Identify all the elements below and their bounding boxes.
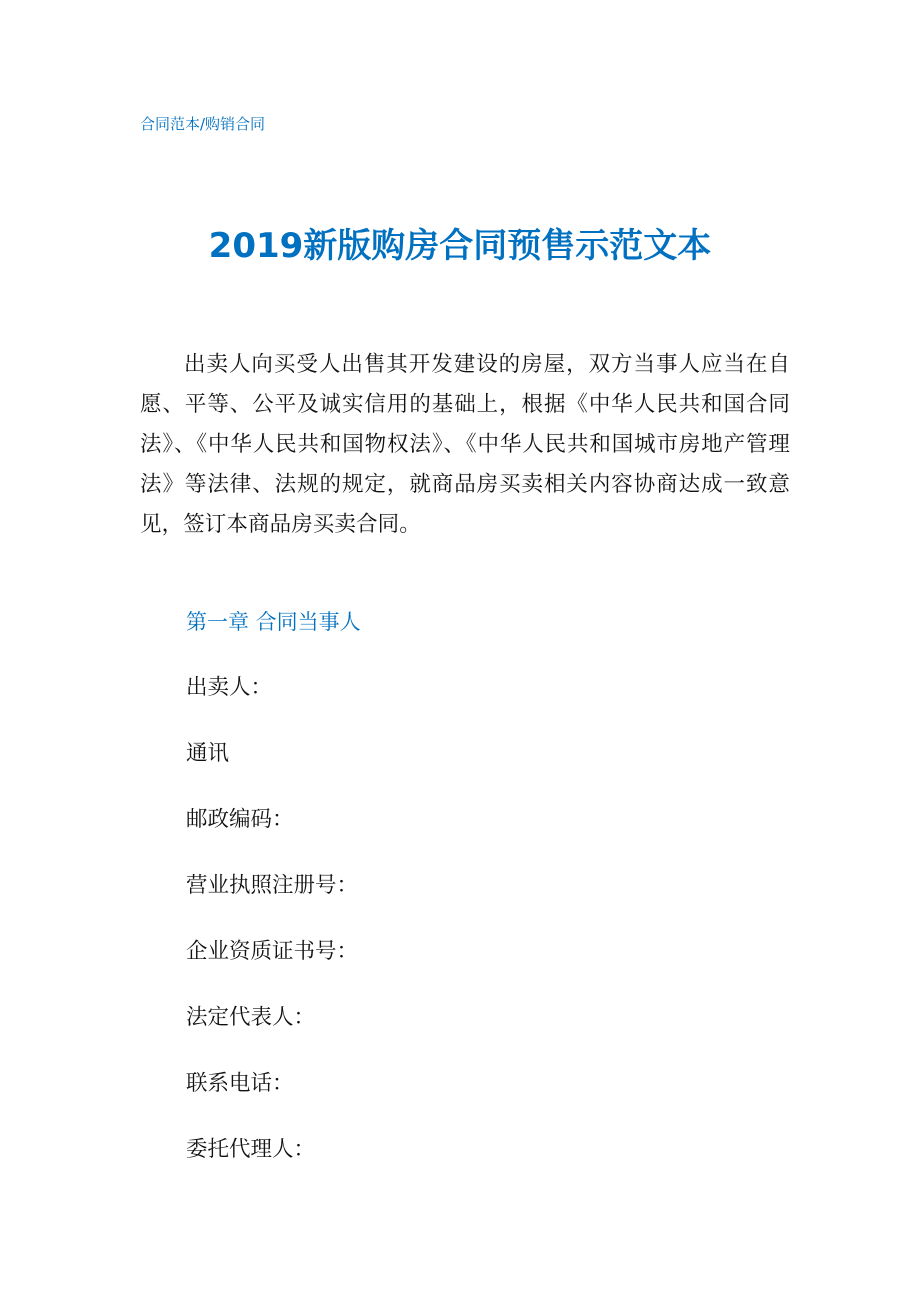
chapter-heading: 第一章 合同当事人 [186,610,361,634]
field-business-license: 营业执照注册号： [186,873,359,898]
document-title: 2019新版购房合同预售示范文本 [208,226,712,266]
breadcrumb: 合同范本/购销合同 [140,115,266,133]
field-legal-representative: 法定代表人： [186,1005,316,1030]
field-agent: 委托代理人： [186,1137,316,1162]
party-field-list [186,670,358,1198]
field-seller: 出卖人： [186,675,273,700]
field-address: 通讯 [186,741,230,766]
field-postal-code: 邮政编码： [186,807,294,832]
field-qualification-cert: 企业资质证书号： [186,939,359,964]
intro-paragraph: 出卖人向买受人出售其开发建设的房屋，双方当事人应当在自愿、平等、公平及诚实信用的基础上，根据《中华人民共和国合同法》、《中华人民共和国物权法》、《中华人民共和国城市房地产管理法》等法律、法规的规定，就商品房买卖相关内容协商达成一致意见，签订本商品房买卖合同。 [140,352,790,537]
field-phone: 联系电话： [186,1071,294,1096]
